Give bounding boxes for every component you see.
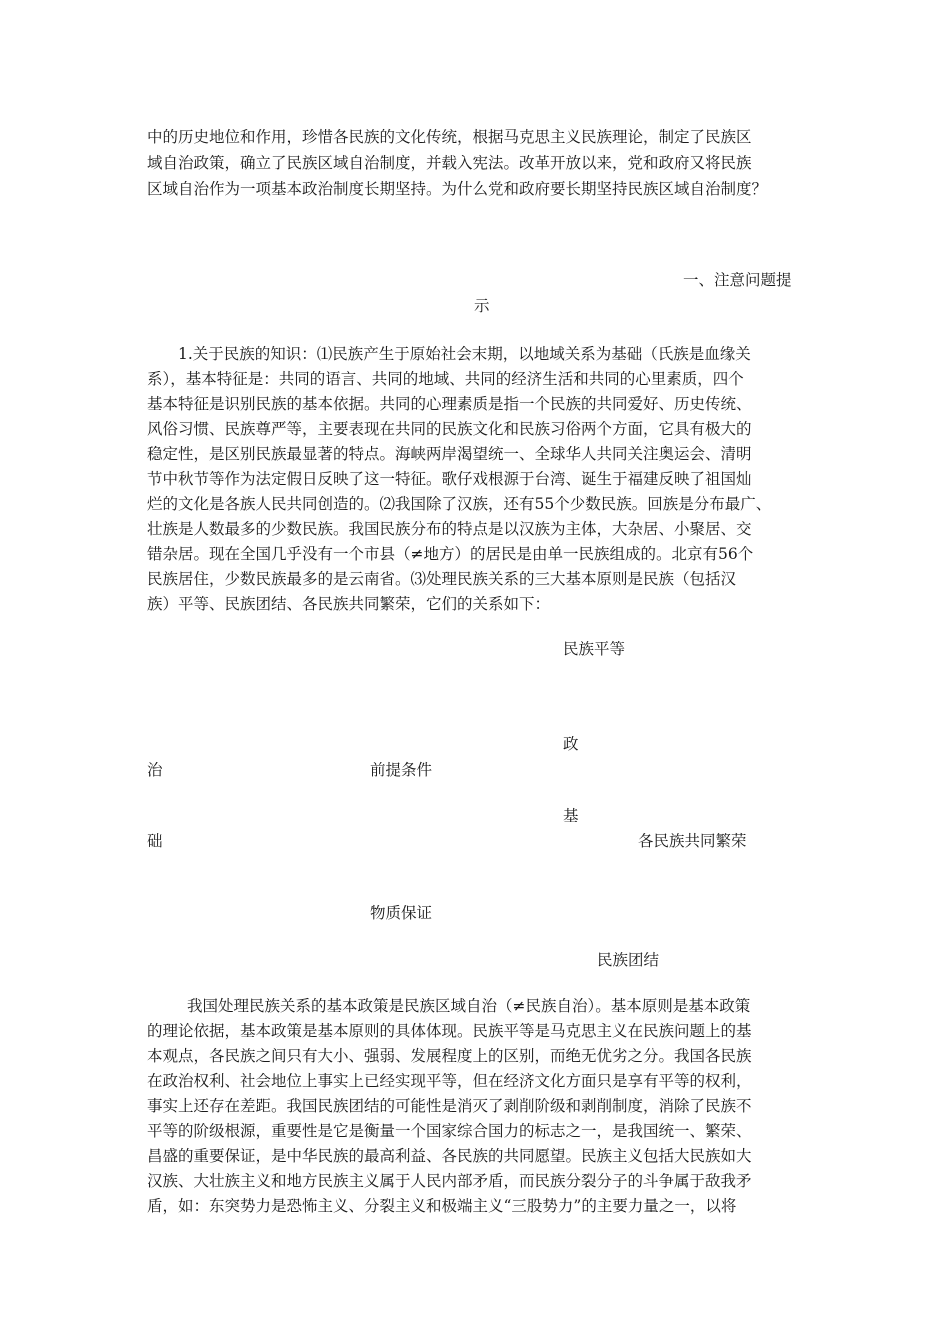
diagram-label-chu: 础 [147, 832, 163, 850]
diagram-label-zhi: 治 [147, 761, 163, 779]
diagram-label-ji: 基 [563, 807, 579, 825]
paragraph-line: 本观点，各民族之间只有大小、强弱、发展程度上的区别，而绝无优劣之分。我国各民族 [147, 1047, 752, 1065]
paragraph-line: 风俗习惯、民族尊严等，主要表现在共同的民族文化和民族习俗两个方面，它具有极大的 [147, 420, 752, 438]
paragraph-line: 盾，如：东突势力是恐怖主义、分裂主义和极端主义“三股势力”的主要力量之一，以将 [147, 1197, 737, 1215]
paragraph-line: 壮族是人数最多的少数民族。我国民族分布的特点是以汉族为主体，大杂居、小聚居、交 [147, 520, 752, 538]
diagram-label-material: 物质保证 [370, 904, 433, 922]
paragraph-line: 民族居住，少数民族最多的是云南省。⑶处理民族关系的三大基本原则是民族（包括汉 [147, 570, 737, 588]
intro-line: 中的历史地位和作用，珍惜各民族的文化传统，根据马克思主义民族理论，制定了民族区 [147, 128, 752, 146]
paragraph-line: 1.关于民族的知识：⑴民族产生于原始社会末期，以地域关系为基础（氏族是血缘关 [178, 345, 751, 363]
diagram-node-unity: 民族团结 [597, 951, 660, 969]
diagram-node-equality: 民族平等 [563, 640, 626, 658]
diagram-label-premise: 前提条件 [370, 761, 433, 779]
paragraph-line: 系），基本特征是：共同的语言、共同的地域、共同的经济生活和共同的心里素质，四个 [147, 370, 744, 388]
paragraph-line: 汉族、大壮族主义和地方民族主义属于人民内部矛盾，而民族分裂分子的斗争属于敌我矛 [147, 1172, 752, 1190]
intro-line: 区域自治作为一项基本政治制度长期坚持。为什么党和政府要长期坚持民族区域自治制度？ [147, 180, 768, 198]
paragraph-line: 节中秋节等作为法定假日反映了这一特征。歌仔戏根源于台湾、诞生于福建反映了祖国灿 [147, 470, 752, 488]
paragraph-line: 我国处理民族关系的基本政策是民族区域自治（≠民族自治）。基本原则是基本政策 [187, 997, 751, 1015]
intro-line: 域自治政策，确立了民族区域自治制度，并载入宪法。改革开放以来，党和政府又将民族 [147, 154, 752, 172]
diagram-node-prosperity: 各民族共同繁荣 [638, 832, 747, 850]
diagram-label-zheng: 政 [563, 735, 579, 753]
paragraph-line: 的理论依据，基本政策是基本原则的具体体现。民族平等是马克思主义在民族问题上的基 [147, 1022, 752, 1040]
paragraph-line: 错杂居。现在全国几乎没有一个市县（≠地方）的居民是由单一民族组成的。北京有56个 [147, 545, 754, 563]
section-heading: 一、注意问题提 [683, 271, 792, 289]
paragraph-line: 事实上还存在差距。我国民族团结的可能性是消灭了剥削阶级和剥削制度，消除了民族不 [147, 1097, 752, 1115]
paragraph-line: 稳定性，是区别民族最显著的特点。海峡两岸渴望统一、全球华人共同关注奥运会、清明 [147, 445, 752, 463]
paragraph-line: 基本特征是识别民族的基本依据。共同的心理素质是指一个民族的共同爱好、历史传统、 [147, 395, 752, 413]
paragraph-line: 族）平等、民族团结、各民族共同繁荣，它们的关系如下： [147, 595, 551, 613]
paragraph-line: 在政治权利、社会地位上事实上已经实现平等，但在经济文化方面只是享有平等的权利， [147, 1072, 752, 1090]
paragraph-line: 烂的文化是各族人民共同创造的。⑵我国除了汉族，还有55个少数民族。回族是分布最广、 [147, 495, 772, 513]
section-heading-continuation: 示 [474, 297, 490, 315]
paragraph-line: 平等的阶级根源，重要性是它是衡量一个国家综合国力的标志之一，是我国统一、繁荣、 [147, 1122, 752, 1140]
paragraph-line: 昌盛的重要保证，是中华民族的最高利益、各民族的共同愿望。民族主义包括大民族如大 [147, 1147, 752, 1165]
